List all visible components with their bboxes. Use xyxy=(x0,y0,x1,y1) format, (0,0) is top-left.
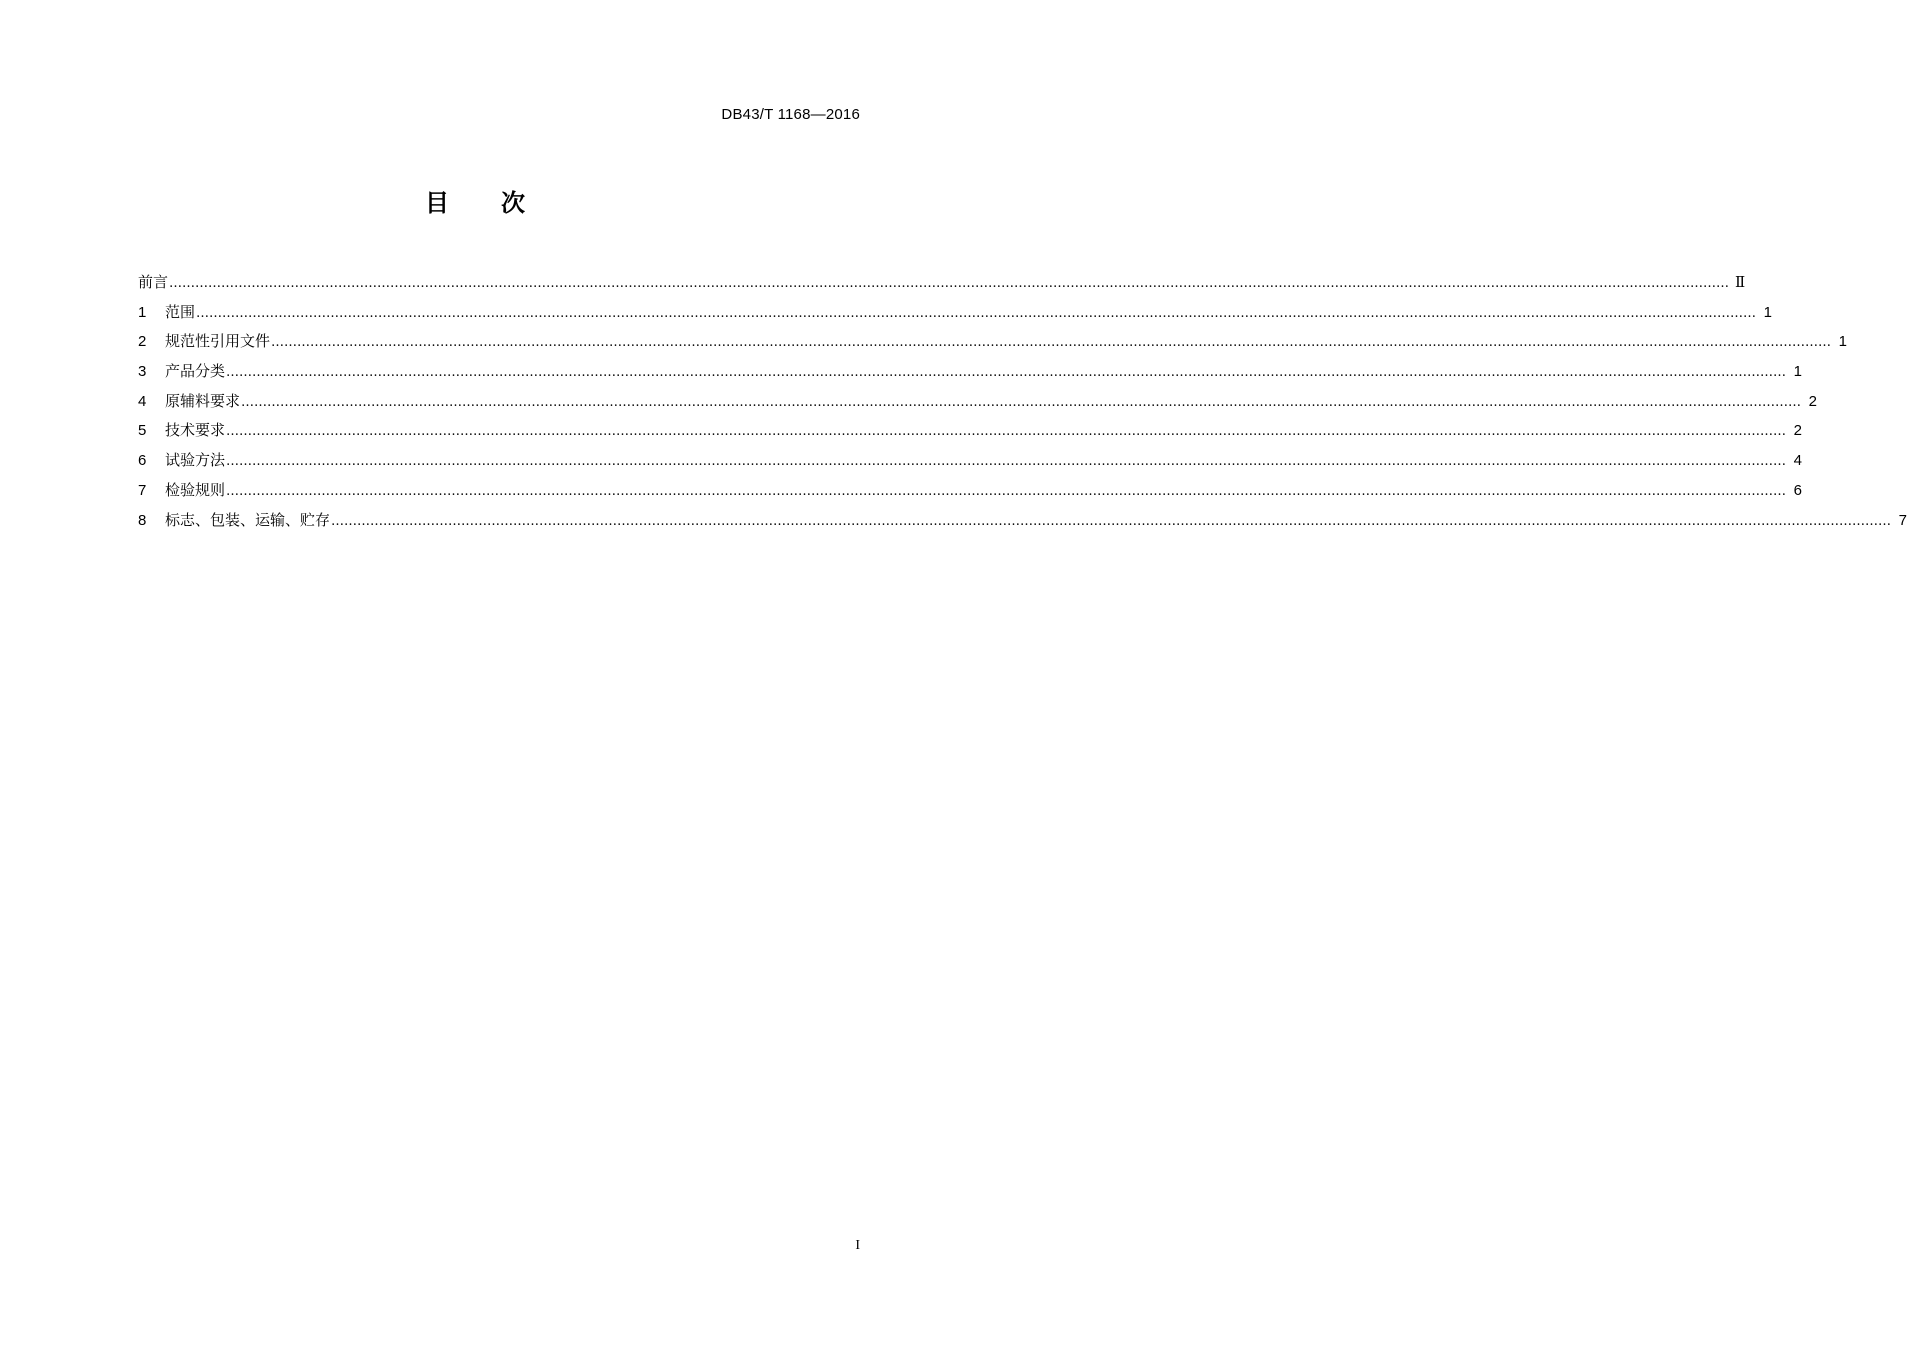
toc-title xyxy=(0,188,950,218)
toc-dot-leader: ……………………………………………………………………………………………………………………………………………………………………………………………………………………………………………………………………………………………………………………………… xyxy=(271,335,1832,351)
toc-entry-7[interactable] xyxy=(138,476,1803,506)
toc-entry-1[interactable] xyxy=(138,298,1773,328)
toc-dot-leader: ……………………………………………………………………………………………………………………………………………………………………………………………………………………………………………………………………………………………………………………………… xyxy=(241,394,1802,410)
toc-dot-leader: ……………………………………………………………………………………………………………………………………………………………………………………………………………………………………………………………………………………………………………………………… xyxy=(331,513,1892,529)
toc-entry-3[interactable] xyxy=(138,357,1803,387)
toc-entry-page: Ⅱ xyxy=(1735,275,1746,291)
toc-dot-leader: ……………………………………………………………………………………………………………………………………………………………………………………………………………………………………………………………………………………………………………………………… xyxy=(196,305,1757,321)
toc-dot-leader: ……………………………………………………………………………………………………………………………………………………………………………………………………………………………………………………………………………………………………………………………… xyxy=(226,424,1787,440)
toc-entry-2[interactable] xyxy=(138,327,1848,357)
toc-entry-number: 8 xyxy=(138,511,147,529)
toc-title-char-2: 次 xyxy=(501,189,525,217)
toc-entry-page: 6 xyxy=(1793,481,1803,499)
toc-list xyxy=(138,268,1907,535)
toc-entry-page: 2 xyxy=(1808,392,1818,410)
toc-entry-title: 产品分类 xyxy=(165,362,226,381)
toc-entry-4[interactable] xyxy=(138,387,1818,417)
toc-entry-number: 7 xyxy=(138,481,147,499)
toc-entry-page: 1 xyxy=(1793,363,1803,381)
toc-entry-title: 标志、包装、运输、贮存 xyxy=(165,510,331,529)
page-number: I xyxy=(855,1238,860,1253)
toc-entry-title: 技术要求 xyxy=(165,421,226,440)
toc-entry-page: 1 xyxy=(1763,303,1773,321)
toc-entry-title: 前言 xyxy=(138,273,169,291)
toc-dot-leader: ……………………………………………………………………………………………………………………………………………………………………………………………………………………………………………………………………………………………………………………………… xyxy=(169,276,1730,291)
toc-dot-leader: ……………………………………………………………………………………………………………………………………………………………………………………………………………………………………………………………………………………………………………………………… xyxy=(226,365,1787,381)
toc-dot-leader: ……………………………………………………………………………………………………………………………………………………………………………………………………………………………………………………………………………………………………………………………… xyxy=(226,454,1787,470)
toc-entry-8[interactable] xyxy=(138,506,1907,536)
toc-entry-title: 原辅料要求 xyxy=(165,391,241,410)
toc-entry-number: 6 xyxy=(138,452,147,470)
toc-entry-foreword[interactable] xyxy=(138,268,1746,298)
toc-title-char-1: 目 xyxy=(425,189,449,217)
toc-entry-number: 3 xyxy=(138,363,147,381)
toc-entry-number: 1 xyxy=(138,303,147,321)
toc-entry-page: 1 xyxy=(1838,333,1848,351)
toc-entry-title: 范围 xyxy=(165,302,196,321)
toc-entry-page: 4 xyxy=(1793,452,1803,470)
toc-entry-title: 检验规则 xyxy=(165,480,226,499)
toc-entry-title: 试验方法 xyxy=(165,451,226,470)
toc-entry-number: 2 xyxy=(138,333,147,351)
toc-entry-5[interactable] xyxy=(138,416,1803,446)
toc-entry-title: 规范性引用文件 xyxy=(165,332,271,351)
document-code: DB43/T 1168—2016 xyxy=(721,106,860,123)
toc-entry-number: 5 xyxy=(138,422,147,440)
toc-entry-page: 2 xyxy=(1793,422,1803,440)
toc-entry-6[interactable] xyxy=(138,446,1803,476)
toc-dot-leader: ……………………………………………………………………………………………………………………………………………………………………………………………………………………………………………………………………………………………………………………………… xyxy=(226,483,1787,499)
toc-entry-page: 7 xyxy=(1898,511,1907,529)
toc-entry-number: 4 xyxy=(138,392,147,410)
